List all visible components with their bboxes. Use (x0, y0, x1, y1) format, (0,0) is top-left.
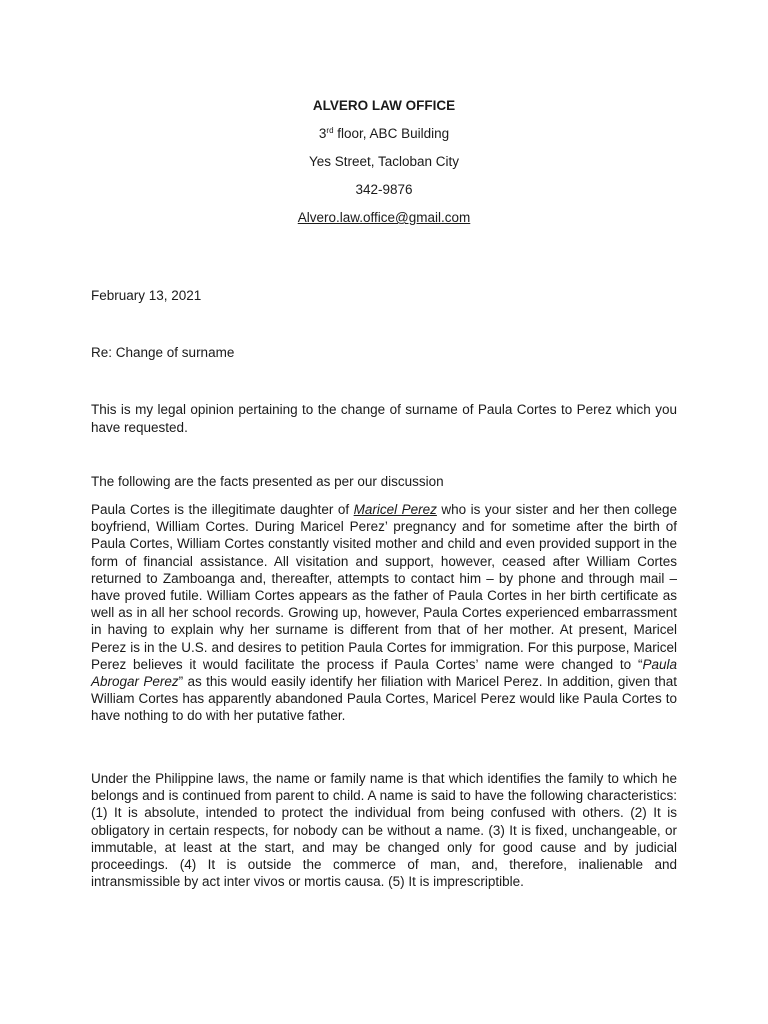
office-floor (0, 120, 768, 148)
mother-name: Maricel Perez (353, 502, 437, 517)
facts-text-3: ” as this would easily identify her filiation with Maricel Perez. In addition, given that William Cortes has apparently abandoned Paula Cortes, Maricel Perez would like Paula Cortes to have nothing to do with her putative father. (91, 674, 678, 724)
facts-text-1: Paula Cortes is the illegitimate daughter of (91, 502, 354, 517)
floor-number: 3 (318, 126, 327, 141)
facts-heading: The following are the facts presented as per our discussion (91, 474, 444, 489)
letterhead (0, 92, 768, 232)
facts-paragraph (91, 501, 677, 725)
office-email-link[interactable]: Alvero.law.office@gmail.com (297, 210, 471, 225)
office-street: Yes Street, Tacloban City (308, 154, 460, 169)
floor-suffix: rd (326, 126, 334, 135)
new-name: Paula Abrogar Perez (91, 656, 677, 690)
law-paragraph: Under the Philippine laws, the name or family name is that which identifies the family to which he belongs and is continued from parent to child. A name is said to have the following characteristics: (1) It is absolute, intended to protect the individual from being confused with others. (2) It is obligatory in certain respects, for nobody can be without a name. (3) It is fixed, unchangeable, or immutable, at least at the start, and may be changed only for good cause and by judicial proceedings. (4) It is outside the commerce of man, and, therefore, inalienable and intransmissible by act inter vivos or mortis causa. (5) It is imprescriptible. (91, 771, 677, 890)
letter-date: February 13, 2021 (91, 288, 202, 303)
intro-paragraph: This is my legal opinion pertaining to the change of surname of Paula Cortes to Perez which you have requested. (91, 402, 677, 435)
office-phone: 342-9876 (355, 182, 413, 197)
letter-subject: Re: Change of surname (91, 345, 235, 360)
facts-text-2: who is your sister and her then college boyfriend, William Cortes. During Maricel Perez’ pregnancy and for sometime after the birth of Paula Cortes, William Cortes constantly visited mother and child and even provided support in the form of financial assistance. All visitation and support, however, ceased after William Cortes returned to Zamboanga and, thereafter, attempts to contact him – by phone and through mail – have proved futile. William Cortes appears as the father of Paula Cortes in her birth certificate as well as in all her school records. Growing up, however, Paula Cortes experienced embarrassment in having to explain why her surname is different from that of her mother. At present, Maricel Perez is in the U.S. and desires to petition Paula Cortes for immigration. For this purpose, Maricel Perez believes it would facilitate the process if Paula Cortes’ name were changed to “ (91, 502, 678, 672)
floor-rest: floor, ABC Building (333, 126, 450, 141)
office-name: ALVERO LAW OFFICE (312, 98, 456, 113)
